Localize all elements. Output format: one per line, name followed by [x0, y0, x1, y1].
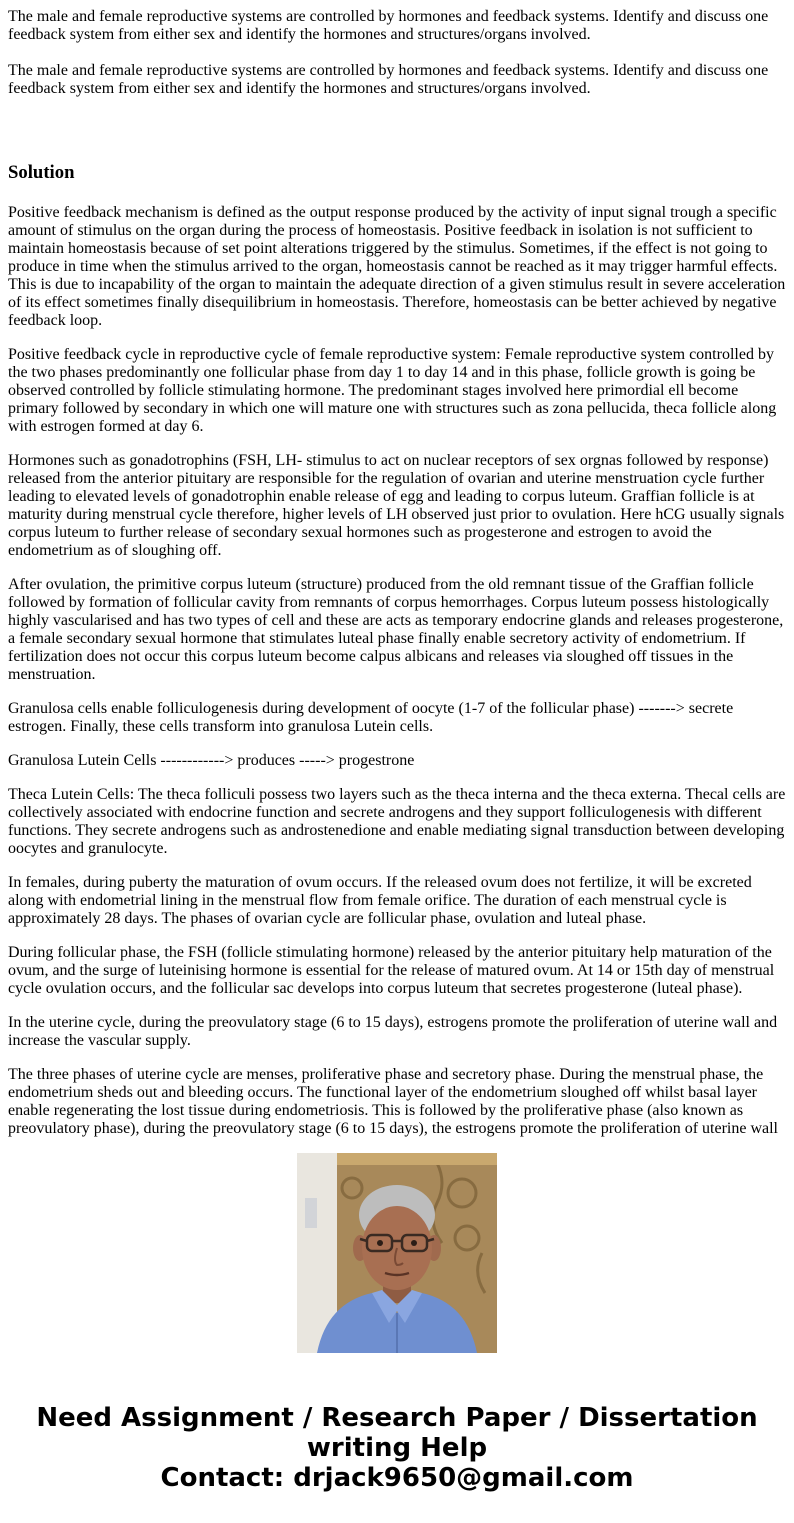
spacer	[8, 114, 786, 162]
solution-paragraph: In the uterine cycle, during the preovulatory stage (6 to 15 days), estrogens promote the proliferation of uterine wall and increase the vascular supply.	[8, 1014, 778, 1049]
solution-heading: Solution	[8, 162, 75, 183]
solution-paragraph: The three phases of uterine cycle are menses, proliferative phase and secretory phase. During the menstrual phase, the endometrium sheds out and bleeding occurs. The functional layer of the endometrium sloughed off whilst basal layer enable regenerating the lost tissue during endometriosis. This is followed by the proliferative phase (also known as preovulatory phase), during the preovulatory stage (6 to 15 days), the estrogens promote the proliferation of uterine wall	[8, 1066, 778, 1137]
promo-banner	[0, 1403, 794, 1493]
author-avatar	[297, 1153, 497, 1353]
solution-paragraph: Theca Lutein Cells: The theca folliculi possess two layers such as the theca interna and the theca externa. Thecal cells are collectively associated with endocrine function and secrete androgens and they support folliculogenesis with different functions. They secrete androgens such as androstenedione and enable mediating signal transduction between developing oocytes and granulocyte.	[8, 786, 786, 857]
solution-paragraph: During follicular phase, the FSH (follicle stimulating hormone) released by the anterior pituitary help maturation of the ovum, and the surge of luteinising hormone is essential for the release of matured ovum. At 14 or 15th day of menstrual cycle ovulation occurs, and the follicular sac develops into corpus luteum that secretes progesterone (luteal phase).	[8, 944, 775, 997]
solution-paragraph: Hormones such as gonadotrophins (FSH, LH- stimulus to act on nuclear receptors of sex orgnas followed by response) released from the anterior pituitary are responsible for the regulation of ovarian and uterine menstruation cycle further leading to elevated levels of gonadotrophin enable release of egg and leading to corpus luteum. Graffian follicle is at maturity during menstrual cycle therefore, higher levels of LH observed just prior to ovulation. Here hCG usually signals corpus luteum to further release of secondary sexual hormones such as progesterone and estrogen to avoid the endometrium as of sloughing off.	[8, 452, 785, 559]
portrait-icon	[297, 1153, 497, 1353]
document-content	[8, 8, 786, 1137]
question-text: The male and female reproductive systems are controlled by hormones and feedback systems. Identify and discuss one feedback system from either sex and identify the hormones and structures/organs involved.	[8, 8, 769, 43]
question-text-repeat: The male and female reproductive systems are controlled by hormones and feedback systems. Identify and discuss one feedback system from either sex and identify the hormones and structures/organs involved.	[8, 62, 769, 97]
solution-paragraph: Granulosa cells enable folliculogenesis during development of oocyte (1-7 of the follicular phase) -------> secrete estrogen. Finally, these cells transform into granulosa Lutein cells.	[8, 700, 734, 735]
promo-contact: Contact: drjack9650@gmail.com	[160, 1463, 634, 1493]
solution-paragraph: Positive feedback cycle in reproductive cycle of female reproductive system: Female reproductive system controlled by the two phases predominantly one follicular phase from day 1 to day 14 and in this phase, follicle growth is going be observed controlled by follicle stimulating hormone. The predominant stages involved here primordial ell become primary followed by secondary in which one will mature one with structures such as zona pellucida, theca follicle along with estrogen formed at day 6.	[8, 346, 777, 435]
solution-paragraph: After ovulation, the primitive corpus luteum (structure) produced from the old remnant tissue of the Graffian follicle followed by formation of follicular cavity from remnants of corpus hemorrhages. Corpus luteum possess histologically highly vascularised and has two types of cell and these are acts as temporary endocrine glands and releases progesterone, a female secondary sexual hormone that stimulates luteal phase finally enable secretory activity of endometrium. If fertilization does not occur this corpus luteum become calpus albicans and releases via sloughed off tissues in the menstruation.	[8, 576, 784, 683]
solution-paragraph: Positive feedback mechanism is defined as the output response produced by the activity of input signal trough a specific amount of stimulus on the organ during the process of homeostasis. Positive feedback in isolation is not sufficient to maintain homeostasis because of set point alterations triggered by the stimulus. Sometimes, if the effect is not going to produce in time when the stimulus arrived to the organ, homeostasis cannot be reached as it may trigger harmful effects. This is due to incapability of the organ to maintain the adequate direction of a given stimulus result in severe acceleration of its effect sometimes finally disequilibrium in homeostasis. Therefore, homeostasis can be better achieved by negative feedback loop.	[8, 204, 786, 329]
promo-line: Need Assignment / Research Paper / Dissertation	[36, 1403, 758, 1433]
solution-paragraph: Granulosa Lutein Cells ------------> produces -----> progestrone	[8, 752, 415, 769]
solution-paragraph: In females, during puberty the maturation of ovum occurs. If the released ovum does not fertilize, it will be excreted along with endometrial lining in the menstrual flow from female orifice. The duration of each menstrual cycle is approximately 28 days. The phases of ovarian cycle are follicular phase, ovulation and luteal phase.	[8, 874, 752, 927]
promo-line: writing Help	[306, 1433, 488, 1463]
